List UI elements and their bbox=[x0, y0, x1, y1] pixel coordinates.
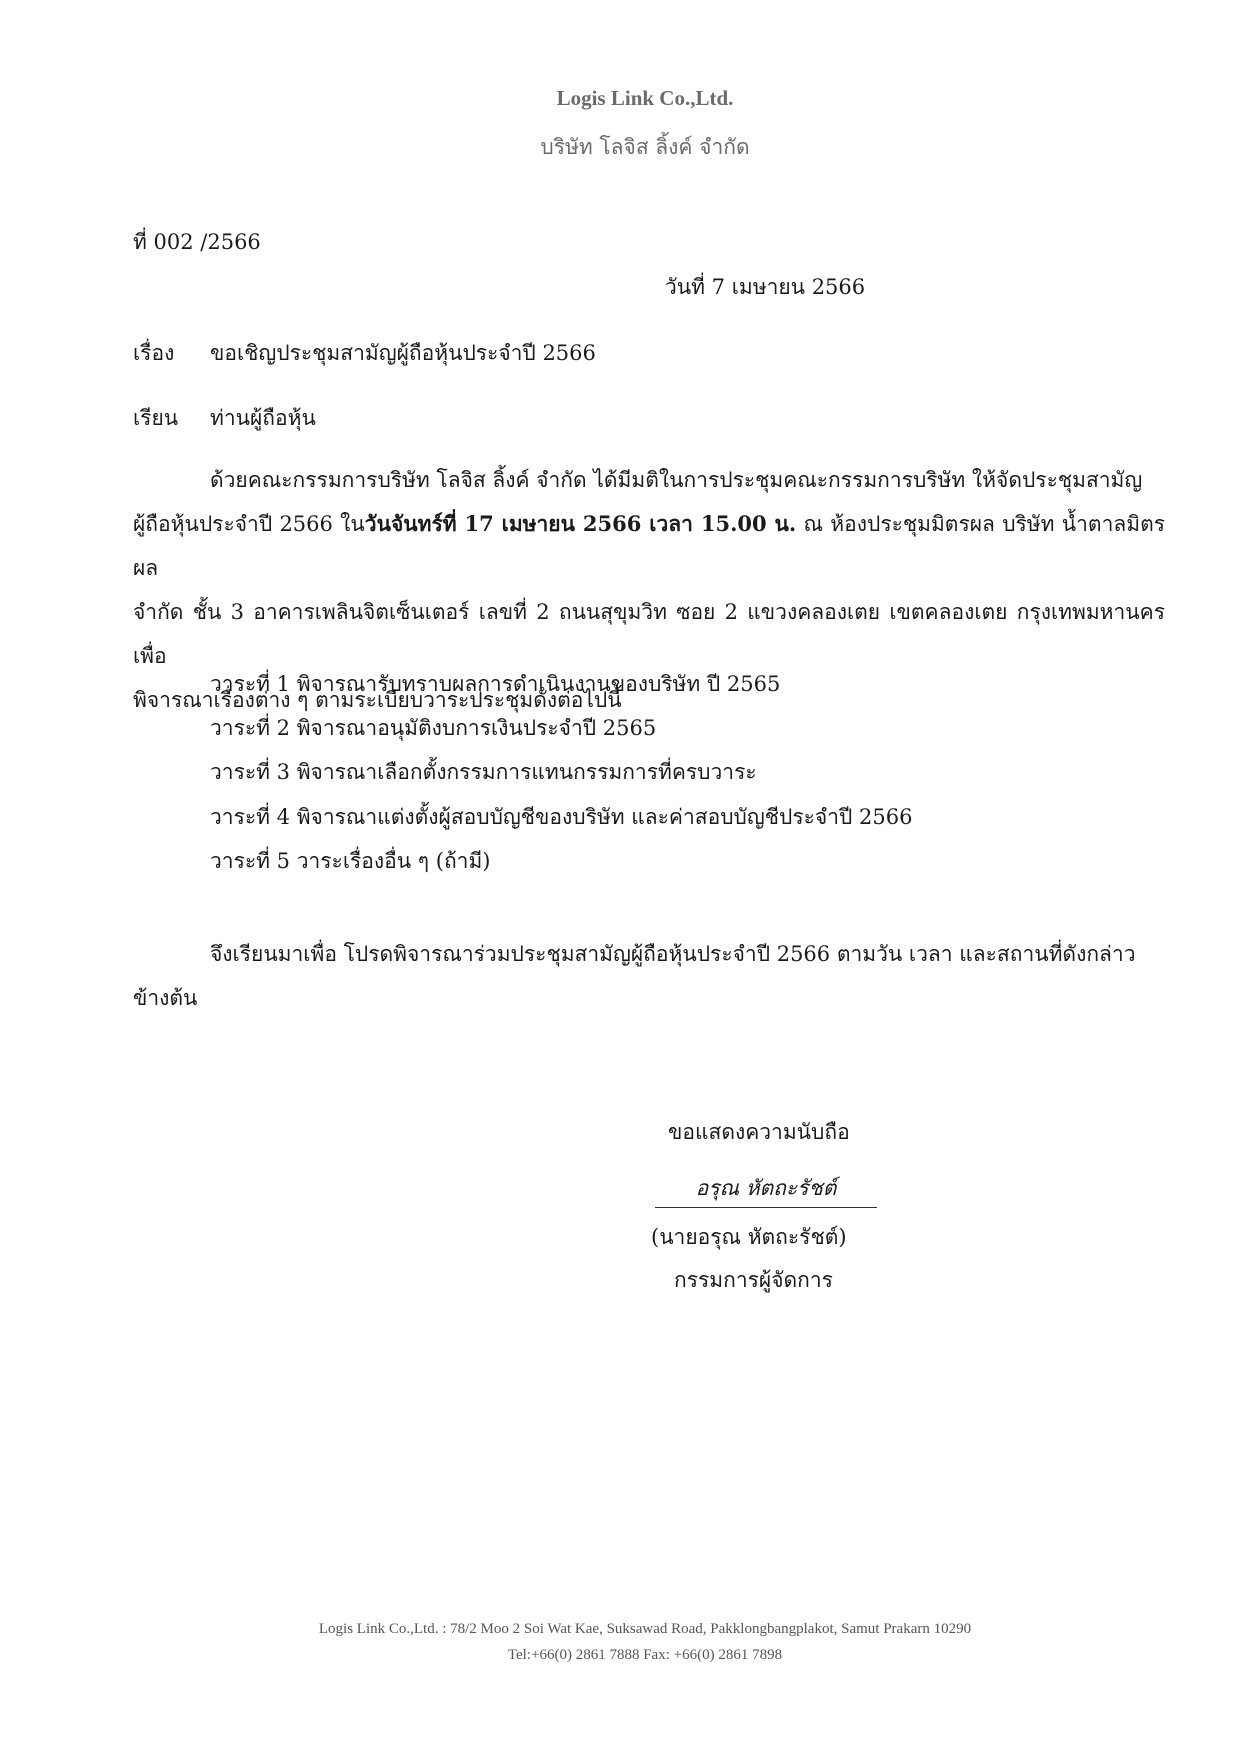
recipient-text: ท่านผู้ถือหุ้น bbox=[210, 406, 316, 430]
agenda-item: วาระที่ 3 พิจารณาเลือกตั้งกรรมการแทนกรรมการที่ครบวาระ bbox=[210, 760, 757, 784]
meeting-datetime: วันจันทร์ที่ 17 เมษายน 2566 เวลา 15.00 น. bbox=[364, 511, 797, 536]
closing-paragraph bbox=[133, 932, 1165, 1020]
paragraph-text: ณ ห้องประชุมมิตรผล บริษัท น้ำตาลมิตรผล bbox=[133, 512, 1165, 580]
document-date: วันที่ 7 เมษายน 2566 bbox=[665, 275, 866, 299]
agenda-item: วาระที่ 1 พิจารณารับทราบผลการดำเนินงานของบริษัท ปี 2565 bbox=[210, 672, 781, 696]
subject-label: เรื่อง bbox=[133, 341, 175, 365]
signer-position: กรรมการผู้จัดการ bbox=[674, 1268, 833, 1292]
footer-address: Logis Link Co.,Ltd. : 78/2 Moo 2 Soi Wat Kae, Suksawad Road, Pakklongbangplakot, Samut Prakarn 10290 bbox=[318, 1621, 972, 1637]
paragraph-line: จำกัด ชั้น 3 อาคารเพลินจิตเซ็นเตอร์ เลขที่ 2 ถนนสุขุมวิท ซอย 2 แขวงคลองเตย เขตคลองเตย กรุงเทพมหานคร เพื่อ bbox=[133, 600, 1165, 668]
agenda-item: วาระที่ 2 พิจารณาอนุมัติงบการเงินประจำปี 2565 bbox=[210, 716, 657, 740]
document-number: ที่ 002 /2566 bbox=[133, 230, 261, 254]
footer-contact: Tel:+66(0) 2861 7888 Fax: +66(0) 2861 7898 bbox=[507, 1647, 783, 1663]
agenda-item: วาระที่ 4 พิจารณาแต่งตั้งผู้สอบบัญชีของบริษัท และค่าสอบบัญชีประจำปี 2566 bbox=[210, 805, 913, 829]
recipient-label: เรียน bbox=[133, 406, 179, 430]
company-name-th: บริษัท โลจิส ลิ้งค์ จำกัด bbox=[540, 135, 750, 159]
paragraph-line: จึงเรียนมาเพื่อ โปรดพิจารณาร่วมประชุมสามัญผู้ถือหุ้นประจำปี 2566 ตามวัน เวลา และสถานที่ดังกล่าว bbox=[210, 942, 1136, 966]
paragraph-line: ข้างต้น bbox=[133, 986, 198, 1010]
company-name-en: Logis Link Co.,Ltd. bbox=[556, 86, 734, 110]
subject-text: ขอเชิญประชุมสามัญผู้ถือหุ้นประจำปี 2566 bbox=[210, 341, 596, 365]
paragraph-line: พิจารณาเรื่องต่าง ๆ ตามระเบียบวาระประชุมดังต่อไปนี้ bbox=[133, 688, 622, 712]
paragraph-line: ด้วยคณะกรรมการบริษัท โลจิส ลิ้งค์ จำกัด ได้มีมติในการประชุมคณะกรรมการบริษัท ให้จัดประชุมสามัญ bbox=[210, 468, 1143, 492]
agenda-item: วาระที่ 5 วาระเรื่องอื่น ๆ (ถ้ามี) bbox=[210, 849, 491, 873]
signature: อรุณ หัตถะรัชต์ bbox=[655, 1172, 877, 1208]
signer-name: (นายอรุณ หัตถะรัชต์) bbox=[651, 1225, 847, 1249]
closing-salutation: ขอแสดงความนับถือ bbox=[668, 1120, 850, 1144]
paragraph-line bbox=[133, 502, 1165, 590]
paragraph-text: ผู้ถือหุ้นประจำปี 2566 ใน bbox=[133, 512, 365, 536]
